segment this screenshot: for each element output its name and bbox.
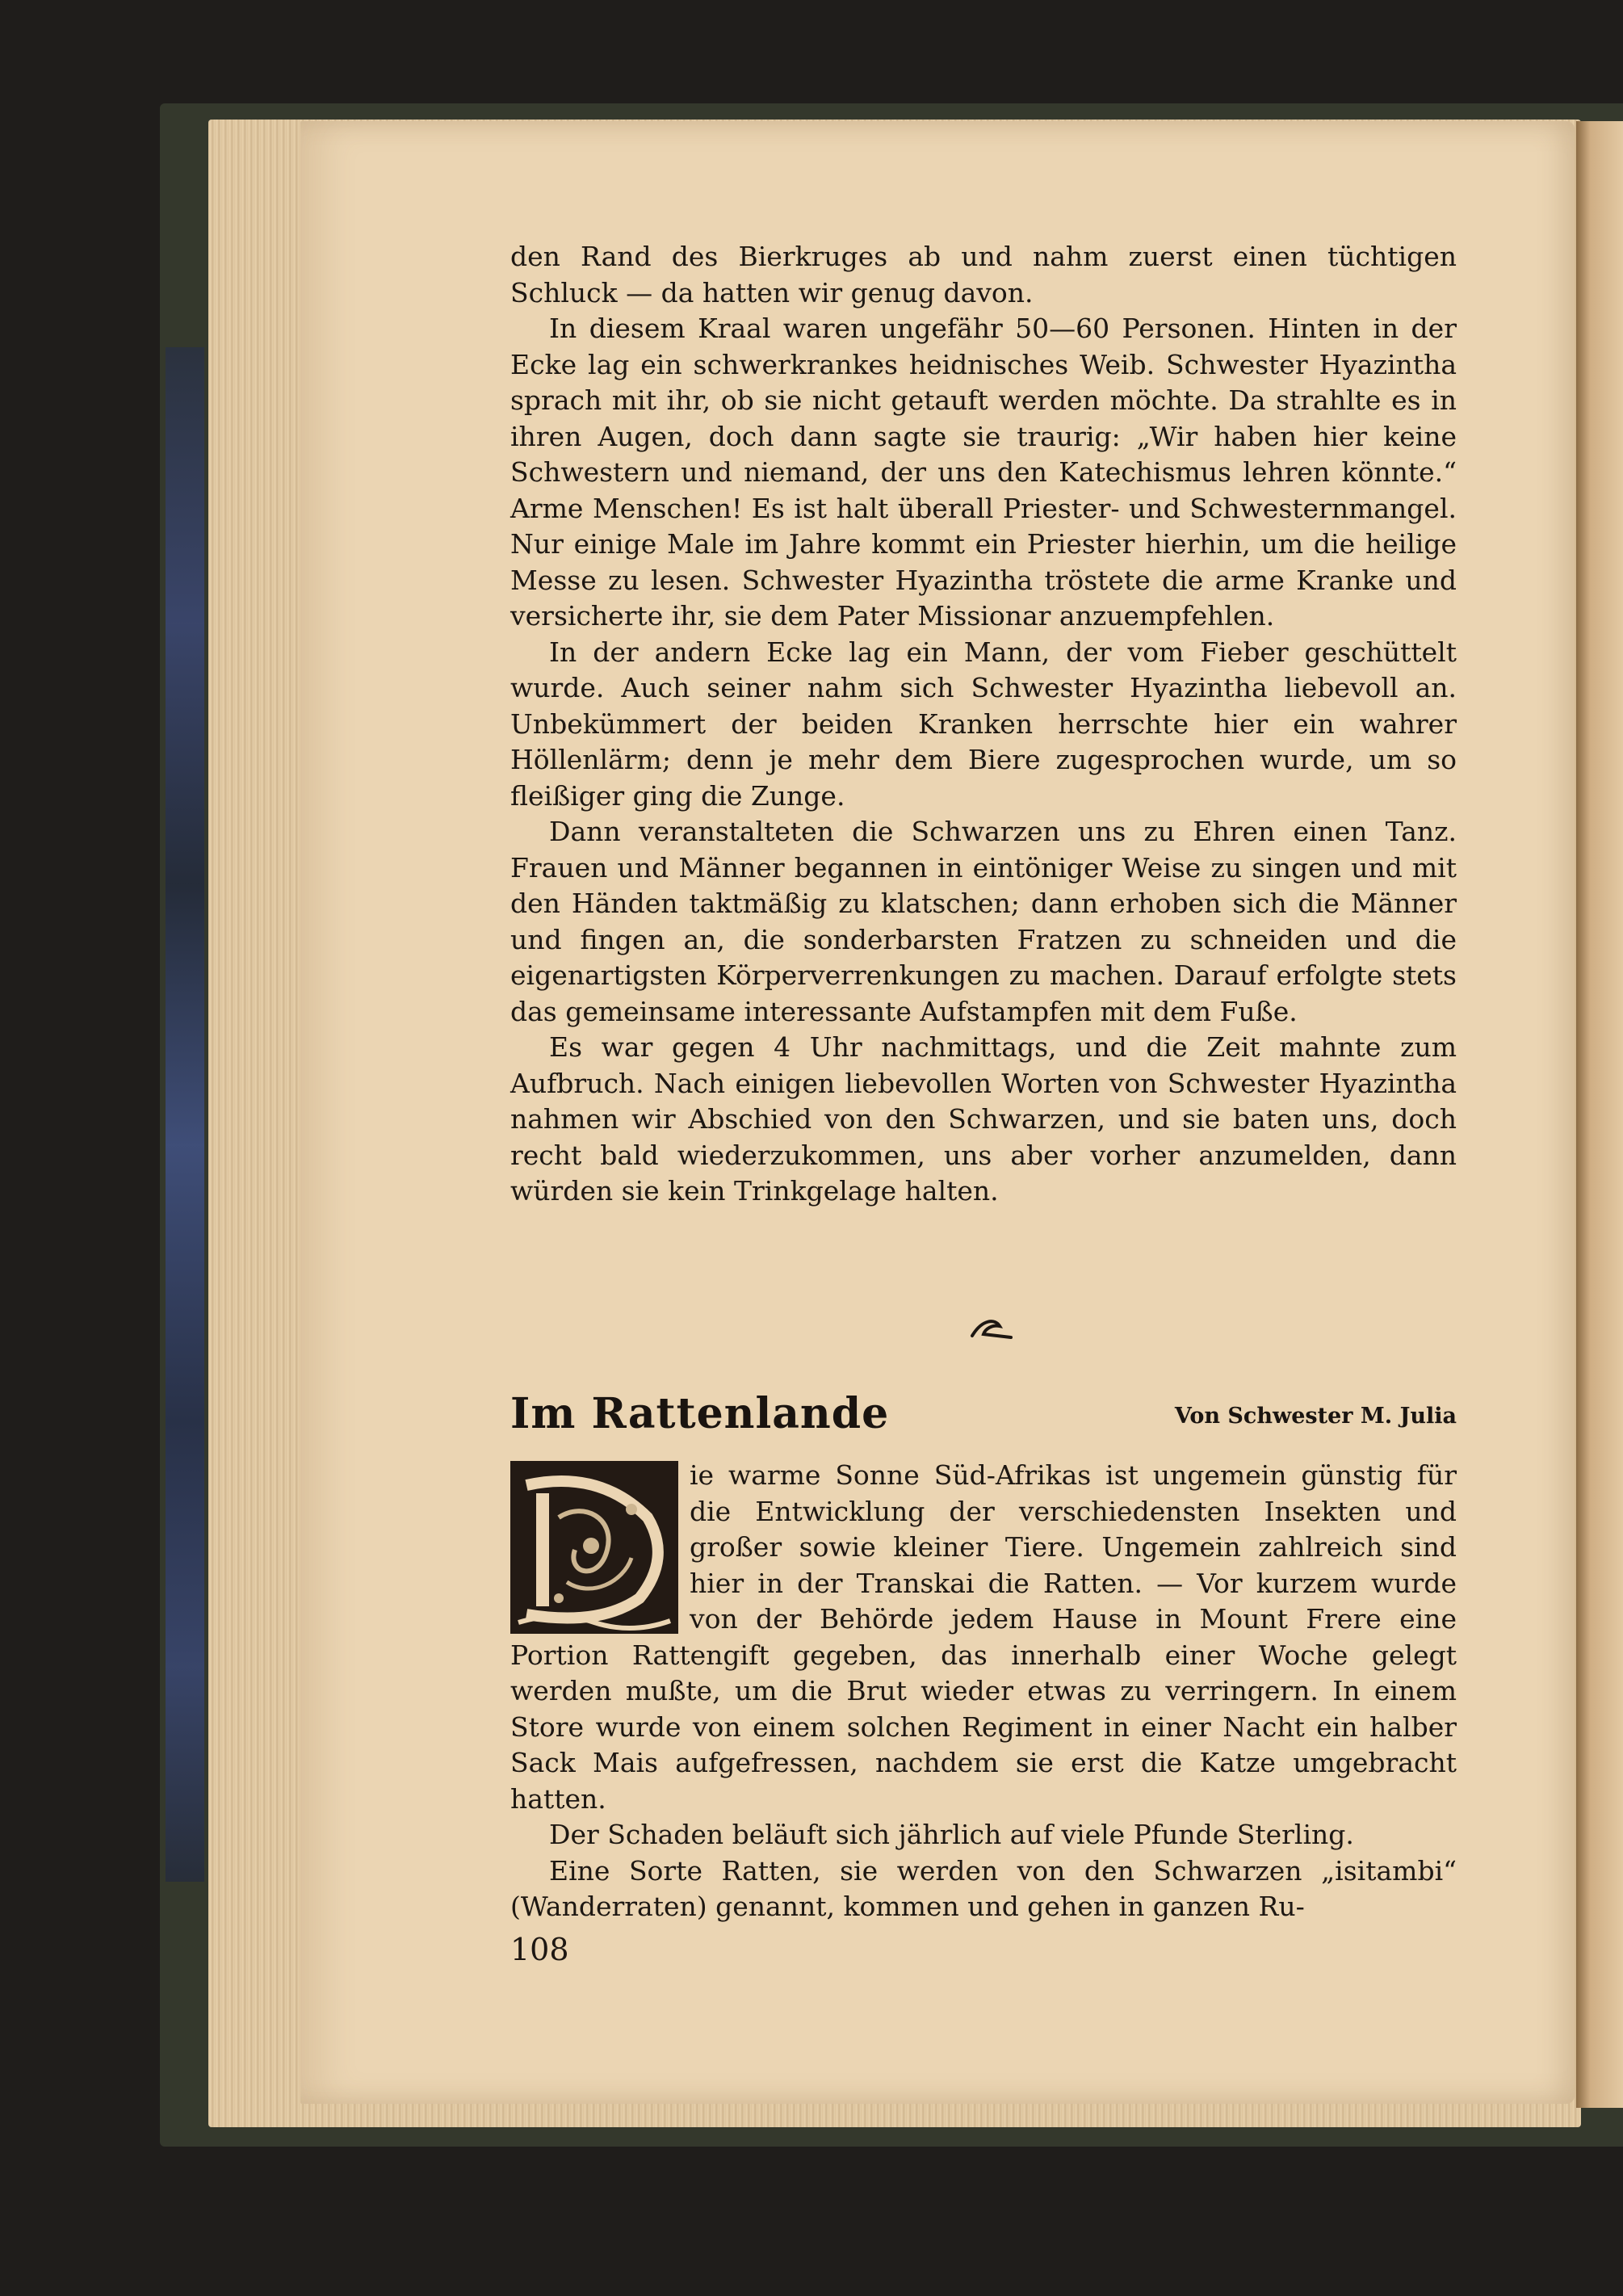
article-byline: Von Schwester M. Julia [1174,1404,1457,1429]
continued-text [510,239,1457,1210]
article-title: Im Rattenlande [510,1389,890,1438]
paragraph: In diesem Kraal waren ungefähr 50—60 Personen. Hinten in der Ecke lag ein schwerkrankes heidnisches Weib. Schwester Hyazintha sprach mit ihr, ob sie nicht getauft werden möchte. Da strahlte es in ihren Augen, doch dann sagte sie traurig: „Wir haben hier keine Schwestern und niemand, der uns den Katechismus lehren könnte.“ Arme Menschen! Es ist halt überall Priester- und Schwesternmangel. Nur einige Male im Jahre kommt ein Priester hierhin, um die heilige Messe zu lesen. Schwester Hyazintha tröstete die arme Kranke und versicherte ihr, sie dem Pater Missionar anzuempfehlen. [510,313,1457,632]
paragraph: den Rand des Bierkruges ab und nahm zuerst einen tüchtigen Schluck — da hatten wir genug davon. [510,241,1457,309]
paragraph: Es war gegen 4 Uhr nachmittags, und die Zeit mahnte zum Aufbruch. Nach einigen liebevollen Worten von Schwester Hyazintha nahmen wir Abschied von den Schwarzen, und sie baten uns, doch recht bald wiederzukommen, uns aber vorher anzumelden, dann würden sie kein Trinkgelage halten. [510,1031,1457,1207]
paragraph: Dann veranstalteten die Schwarzen uns zu Ehren einen Tanz. Frauen und Männer begannen in eintöniger Weise zu singen und mit den Händen taktmäßig zu klatschen; dann erhoben sich die Männer und fingen an, die sonderbarsten Fratzen zu schneiden und die eigenartigsten Körperverrenkungen zu machen. Darauf erfolgte stets das gemeinsame interessante Aufstampfen mit dem Fuße. [510,816,1457,1027]
article-body [510,1458,1457,1925]
paragraph: Der Schaden beläuft sich jährlich auf viele Pfunde Sterling. [549,1819,1354,1850]
ornamental-initial-icon [510,1461,678,1634]
section-ornament-icon [967,1315,1016,1342]
decorated-initial [510,1461,678,1634]
paragraph: Eine Sorte Ratten, sie werden von den Schwarzen „isitambi“ (Wanderraten) genannt, kommen und gehen in ganzen Ru- [510,1854,1457,1922]
paragraph: ie warme Sonne Süd-Afrikas ist ungemein günstig für die Entwicklung der verschiedensten Insekten und großer sowie kleiner Tiere. Ungemein zahlreich sind hier in der Transkai die Ratten. — Vor kurzem wurde von der Behörde jedem Hause in Mount Frere eine Portion Rattengift gegeben, das innerhalb einer Woche gelegt werden mußte, um die Brut wieder etwas zu verringern. In einem Store wurde von einem solchen Regiment in einer Nacht ein halber Sack Mais aufgefressen, nachdem sie erst die Katze umgebracht hatten. [510,1459,1457,1815]
facing-page-edge [1576,121,1623,2108]
marbled-spine [166,347,204,1882]
paragraph: In der andern Ecke lag ein Mann, der vom Fieber geschüttelt wurde. Auch seiner nahm sich Schwester Hyazintha liebevoll an. Unbekümmert der beiden Kranken herrschte hier ein wahrer Höllenlärm; denn je mehr dem Biere zugesprochen wurde, um so fleißiger ging die Zunge. [510,636,1457,812]
article-header [510,1389,1457,1446]
page-number: 108 [510,1932,569,1967]
